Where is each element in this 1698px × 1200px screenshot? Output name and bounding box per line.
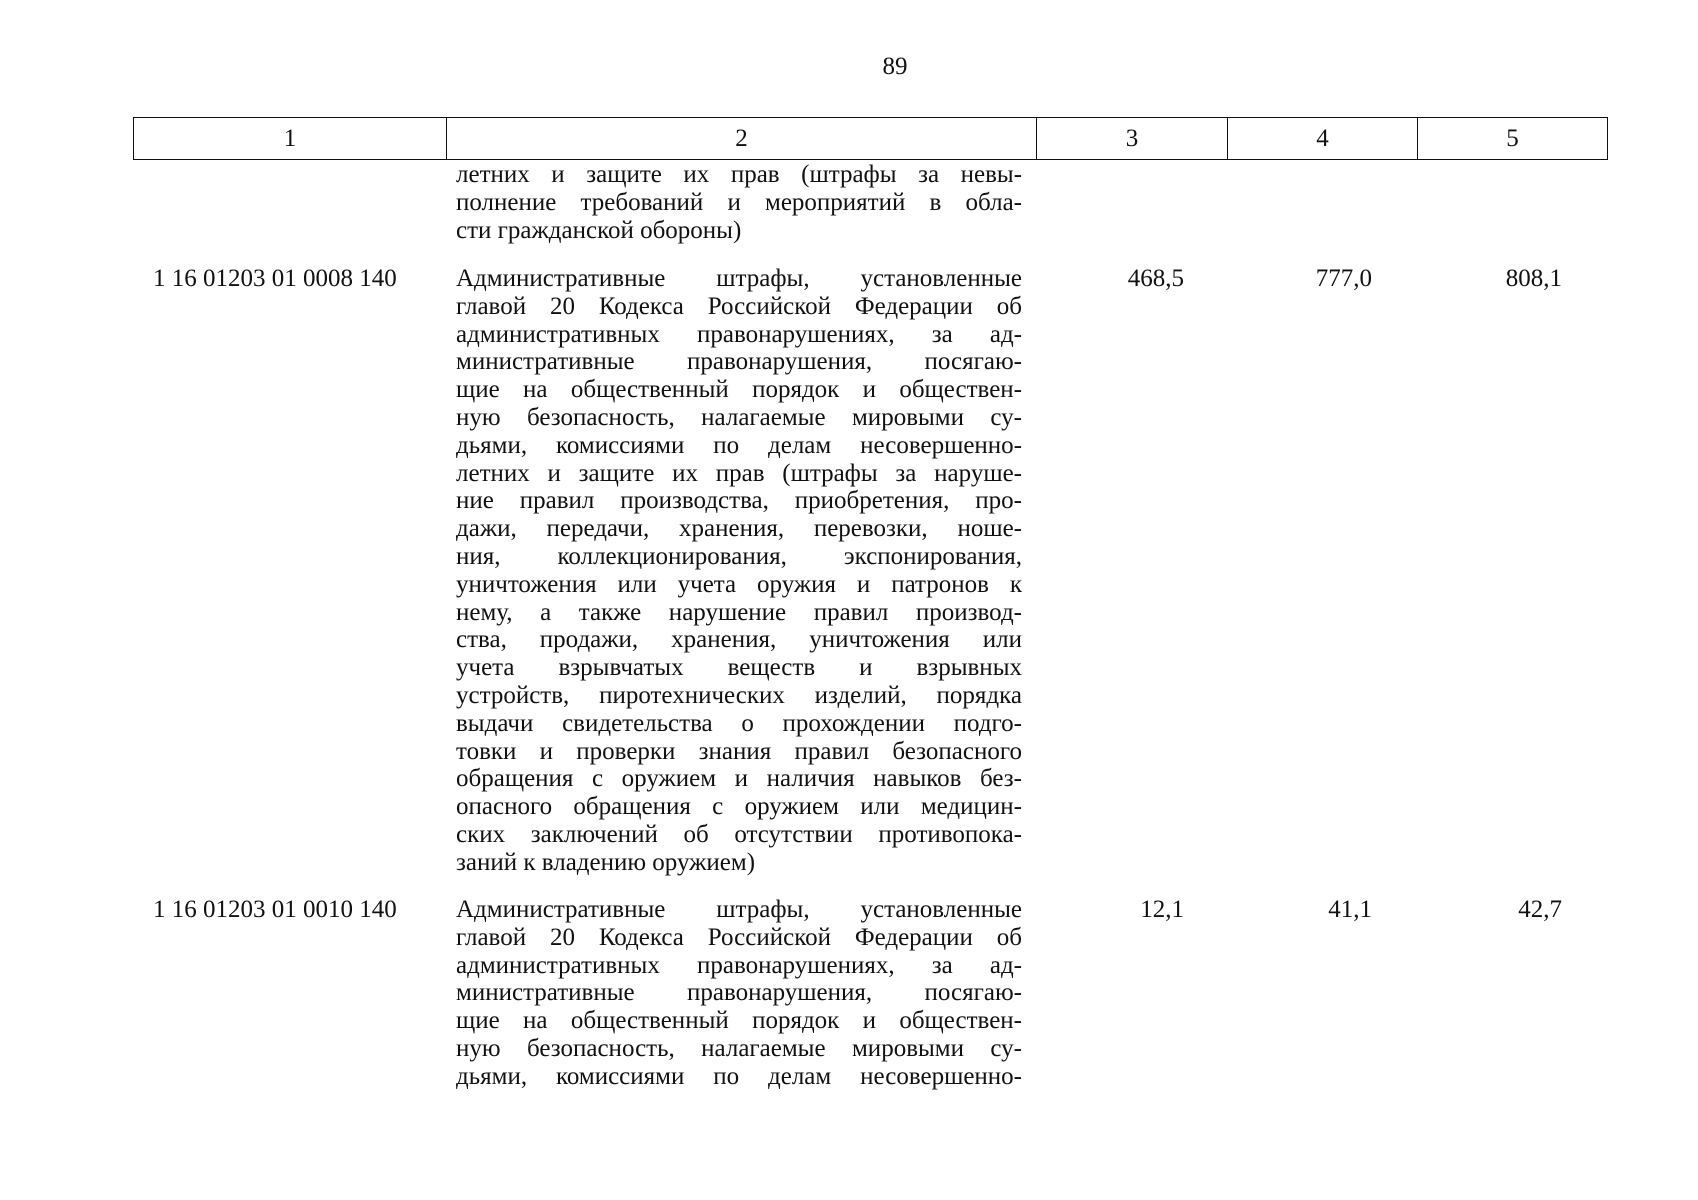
value-col-4: 41,1 <box>1328 896 1372 923</box>
budget-code: 1 16 01203 01 0010 140 <box>153 896 397 923</box>
description-line: опасного обращения с оружием или медицин- <box>456 793 1022 821</box>
description-line: ских заключений об отсутствии противопока- <box>456 820 1022 848</box>
description-line: административных правонарушениях, за ад- <box>456 320 1022 348</box>
description-line: ства, продажи, хранения, уничтожения или <box>456 626 1022 654</box>
row-description <box>456 896 1022 1091</box>
description-line: сти гражданской обороны) <box>456 216 742 244</box>
description-line: щие на общественный порядок и обществен- <box>456 376 1022 404</box>
description-line: главой 20 Кодекса Российской Федерации об <box>456 292 1022 320</box>
header-row <box>134 118 1608 160</box>
description-line: дажи, передачи, хранения, перевозки, ноше- <box>456 515 1022 543</box>
description-line: уничтожения или учета оружия и патронов к <box>456 570 1022 598</box>
value-col-5: 42,7 <box>1518 896 1562 923</box>
description-line: ную безопасность, налагаемые мировыми су- <box>456 1034 1022 1062</box>
header-cell-5: 5 <box>1418 118 1608 160</box>
description-line: министративные правонарушения, посягаю- <box>456 348 1022 376</box>
header-cell-4: 4 <box>1228 118 1418 160</box>
description-line: Административные штрафы, установленные <box>456 896 1022 923</box>
description-line: ния, коллекционирования, экспонирования, <box>456 542 1022 570</box>
description-line: летних и защите их прав (штрафы за невы- <box>456 161 1022 188</box>
description-line: дьями, комиссиями по делам несовершенно- <box>456 1062 1022 1090</box>
description-line: ние правил производства, приобретения, про- <box>456 487 1022 515</box>
value-col-3: 468,5 <box>1127 265 1184 292</box>
description-line: полнение требований и мероприятий в обла- <box>456 188 1022 216</box>
description-line: главой 20 Кодекса Российской Федерации об <box>456 923 1022 951</box>
header-cell-3: 3 <box>1037 118 1228 160</box>
description-line: дьями, комиссиями по делам несовершенно- <box>456 431 1022 459</box>
page-number: 89 <box>882 53 908 80</box>
description-line: устройств, пиротехнических изделий, порядка <box>456 681 1022 709</box>
description-line: административных правонарушениях, за ад- <box>456 951 1022 979</box>
description-line: нему, а также нарушение правил производ- <box>456 598 1022 626</box>
description-line: ную безопасность, налагаемые мировыми су- <box>456 403 1022 431</box>
row-description <box>456 265 1022 877</box>
value-col-3: 12,1 <box>1140 896 1184 923</box>
description-line: министративные правонарушения, посягаю- <box>456 979 1022 1007</box>
header-cell-2: 2 <box>447 118 1037 160</box>
value-col-5: 808,1 <box>1505 265 1562 292</box>
description-line: обращения с оружием и наличия навыков без- <box>456 765 1022 793</box>
description-line: товки и проверки знания правил безопасного <box>456 737 1022 765</box>
budget-code: 1 16 01203 01 0008 140 <box>153 265 397 292</box>
description-line: Административные штрафы, установленные <box>456 265 1022 292</box>
continuation-description <box>456 161 1022 244</box>
value-col-4: 777,0 <box>1315 265 1372 292</box>
header-cell-1: 1 <box>134 118 447 160</box>
description-line: выдачи свидетельства о прохождении подго- <box>456 709 1022 737</box>
description-line: заний к владению оружием) <box>456 848 756 876</box>
description-line: щие на общественный порядок и обществен- <box>456 1007 1022 1035</box>
description-line: летних и защите их прав (штрафы за наруше- <box>456 459 1022 487</box>
table-header <box>133 117 1608 160</box>
description-line: учета взрывчатых веществ и взрывных <box>456 654 1022 682</box>
